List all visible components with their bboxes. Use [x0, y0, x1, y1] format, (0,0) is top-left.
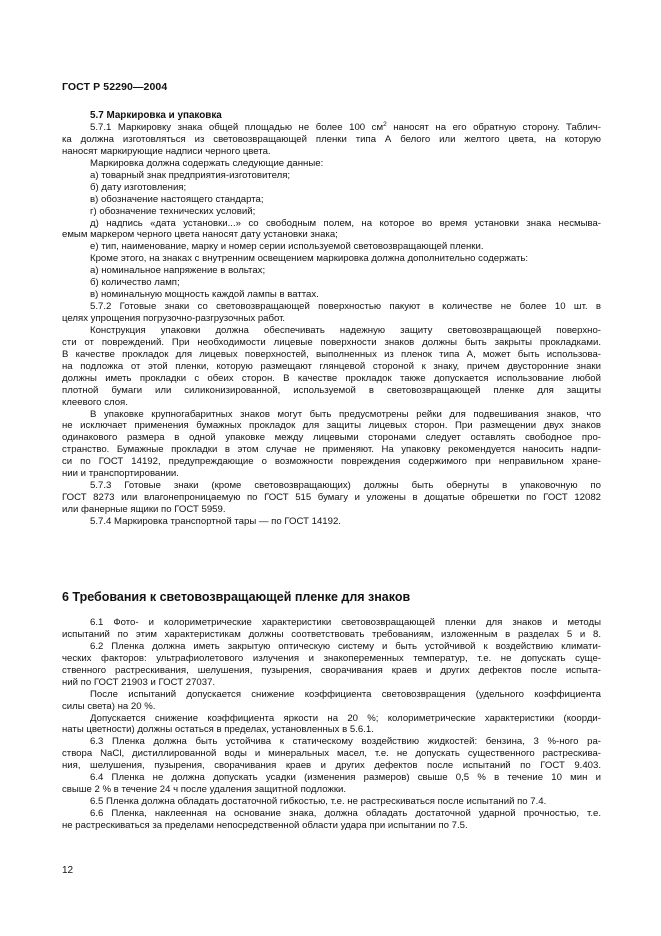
- text-line: [62, 701, 601, 713]
- text-line-content: 6.6 Пленка, наклеенная на основание знака, должна обладать достаточной ударной прочностью, т.е.: [90, 808, 601, 819]
- text-line: [62, 397, 601, 409]
- text-line-content: ческих факторов: ультрафиолетового излучения и знакопеременных температур, т.е. не допускать суще-: [62, 652, 601, 664]
- text-line: [62, 241, 601, 253]
- section-5-7-body: [62, 122, 601, 528]
- text-line-content: 5.7.1 Маркировку знака общей площадью не более 100 см: [90, 122, 384, 133]
- text-line: [62, 796, 601, 808]
- text-line: [62, 748, 601, 760]
- text-line: [62, 206, 601, 218]
- text-line: [62, 653, 601, 665]
- text-line-content: Конструкция упаковки должна обеспечивать надежную защиту световозвращающей поверхно-: [90, 324, 601, 336]
- text-line: [62, 432, 601, 444]
- text-line-content: одинакового размера в одной упаковке между лицевыми сторонами следует оставлять свободное про-: [62, 432, 601, 444]
- text-line: [62, 480, 601, 492]
- text-line-content: клеевого слоя.: [62, 396, 128, 408]
- text-line-content: створа NaCl, дистиллированной воды и минеральных масел, т.е. не допускать существенного растрескива-: [62, 748, 601, 760]
- section-6-body: [62, 617, 601, 832]
- text-line: [62, 385, 601, 397]
- text-line-content: или фанерные ящики по ГОСТ 5959.: [62, 504, 226, 515]
- text-line-content: После испытаний допускается снижение коэффициента световозвращения (удельного коэффициента: [90, 688, 601, 700]
- text-line: [62, 808, 601, 820]
- text-line-content: б) количество ламп;: [90, 277, 180, 289]
- text-line-content: В качестве прокладок для лицевых поверхностей, выполненных из пленок типа А, может быть использова-: [62, 348, 601, 360]
- text-line-content: в) обозначение настоящего стандарта;: [90, 193, 264, 205]
- text-line: [62, 689, 601, 701]
- text-line: [62, 760, 601, 772]
- text-line-content: силы света) на 20 %.: [62, 700, 156, 712]
- section-5-7: [62, 109, 601, 528]
- text-line-content: 5.7.3 Готовые знаки (кроме световозвращающих) должны быть обернуты в упаковочную по: [90, 480, 601, 492]
- text-line: [62, 158, 601, 170]
- text-line-content: Маркировка должна содержать следующие данные:: [90, 157, 324, 169]
- text-line: [62, 820, 601, 832]
- text-line-content: е) тип, наименование, марку и номер серии используемой световозвращающей пленки.: [90, 241, 484, 253]
- text-line-content: сти от повреждений. При необходимости лицевые поверхности знаков должны быть закрыты прокладками.: [62, 336, 601, 348]
- text-line-content: 6.4 Пленка не должна допускать усадки (изменения размеров) свыше 0,5 % в течение 10 мин и: [90, 772, 601, 784]
- text-line: [62, 265, 601, 277]
- text-line: [62, 665, 601, 677]
- text-line: [62, 122, 601, 134]
- text-line-content: наносят на его обратную сторону. Таблич-: [386, 122, 601, 133]
- text-line-content: свыше 2 % в течение 24 ч после удаления защитной подложки.: [62, 784, 347, 796]
- text-line: [62, 253, 601, 265]
- text-line: [62, 229, 601, 241]
- text-line: [62, 629, 601, 641]
- text-line-content: ния, шелушения, пузырения, сворачивания краев и других дефектов после испытаний по ГОСТ 9.403.: [62, 760, 601, 772]
- text-line-content: ний по ГОСТ 21903 и ГОСТ 27037.: [62, 676, 216, 688]
- text-line-content: Кроме этого, на знаках с внутренним освещением маркировка должна дополнительно содержать:: [90, 253, 529, 265]
- text-line-content: наносят маркирующие надписи черного цвета.: [62, 145, 271, 157]
- text-line: [62, 325, 601, 337]
- text-line: [62, 641, 601, 653]
- text-line: [62, 444, 601, 456]
- text-line: [62, 772, 601, 784]
- text-line-content: 6.5 Пленка должна обладать достаточной гибкостью, т.е. не растрескиваться после испытаний по 7.4.: [90, 796, 547, 808]
- text-line-content: плотной бумаги или силиконизированной, используемой в световозвращающей пленке для защиты: [62, 384, 601, 396]
- text-line: [62, 492, 601, 504]
- text-line: [62, 349, 601, 361]
- text-line-content: емым маркером черного цвета наносят дату установки знака;: [62, 229, 338, 241]
- text-line-content: нии и транспортировании.: [62, 468, 179, 480]
- text-line-content: ка должна изготовляться из световозвращающей пленки типа А белого или желтого цвета, на которую: [62, 133, 601, 145]
- text-line-content: 5.7.4 Маркировка транспортной тары — по ГОСТ 14192.: [90, 515, 341, 527]
- text-line: [62, 409, 601, 421]
- text-line: [62, 182, 601, 194]
- text-line: [62, 617, 601, 629]
- text-line-content: ГОСТ 8273 или влагонепроницаемую по ГОСТ 515 бумагу и уложены в дощатые обрешетки по ГОСТ 12082: [62, 492, 601, 504]
- text-line-content: на подложка от этой пленки, которую размещают глянцевой стороной к знаку, причем двусторонние знаки: [62, 360, 601, 372]
- page-number: 12: [62, 865, 74, 876]
- text-line: [62, 420, 601, 432]
- text-line-content: Допускается снижение коэффициента яркости на 20 %; колориметрические характеристики (коорди-: [90, 712, 601, 724]
- text-line-content: 6.1 Фото- и колориметрические характеристики световозвращающей пленки для знаков и методы: [90, 617, 601, 628]
- text-line-content: не растрескиваться за пределами непосредственной области удара при испытании по 7.5.: [62, 819, 468, 831]
- section-6-heading: 6 Требования к световозвращающей пленке для знаков: [62, 590, 411, 604]
- text-line: [62, 301, 601, 313]
- text-line-content: а) товарный знак предприятия-изготовителя;: [90, 169, 291, 181]
- text-line: [62, 194, 601, 206]
- text-line-content: странство. Бумажные прокладки в этом случае не применяют. На упаковку рекомендуется наносить надпи-: [62, 444, 601, 456]
- text-line-content: 5.7.2 Готовые знаки со световозвращающей поверхностью пакуют в количестве не более 10 шт. в: [90, 301, 601, 313]
- text-line-content: 6.3 Пленка должна быть устойчива к статическому воздействию жидкостей: бензина, 3 %-ного ра-: [90, 736, 601, 748]
- superscript: 2: [383, 121, 387, 128]
- text-line: [62, 289, 601, 301]
- text-line-content: ственного растрескивания, шелушения, пузырения, сворачивания краев и других дефектов после испыта-: [62, 664, 601, 676]
- text-line: [62, 468, 601, 480]
- text-line-content: наты цветности) должны остаться в пределах, установленных в 5.6.1.: [62, 724, 374, 736]
- text-line: [62, 218, 601, 230]
- text-line-content: не исключает применения бумажных прокладок для защиты лицевых сторон. При размещении двух знаков: [62, 420, 601, 432]
- text-line-content: целях упрощения погрузочно-разгрузочных работ.: [62, 313, 286, 324]
- text-line: [62, 146, 601, 158]
- text-line: [62, 361, 601, 373]
- text-line: [62, 516, 601, 528]
- text-line-content: в) номинальную мощность каждой лампы в ваттах.: [90, 289, 319, 301]
- text-line: [62, 337, 601, 349]
- text-line: [62, 724, 601, 736]
- text-line-content: В упаковке крупногабаритных знаков могут быть предусмотрены рейки для подвешивания знаков, что: [90, 408, 601, 420]
- text-line-content: а) номинальное напряжение в вольтах;: [90, 265, 266, 277]
- text-line: [62, 456, 601, 468]
- text-line: [62, 677, 601, 689]
- text-line-content: д) надпись «дата установки...» со свободным полем, на которое во время установки знака несмыва-: [90, 217, 601, 229]
- text-line: [62, 736, 601, 748]
- text-line-content: си по ГОСТ 14192, предупреждающие о возможности повреждения содержимого при неправильном хране-: [62, 456, 601, 468]
- text-line: [62, 784, 601, 796]
- text-line-content: 6.2 Пленка должна иметь закрытую оптическую систему и быть устойчивой к воздействию климати-: [90, 640, 601, 652]
- section-heading: 5.7 Маркировка и упаковка: [90, 110, 222, 121]
- text-line: [62, 134, 601, 146]
- text-line: [62, 313, 601, 325]
- text-line-content: б) дату изготовления;: [90, 181, 187, 193]
- text-line: [62, 713, 601, 725]
- text-line-content: г) обозначение технических условий;: [90, 205, 256, 217]
- text-line: [62, 504, 601, 516]
- text-line: [62, 170, 601, 182]
- text-line: [62, 277, 601, 289]
- document-header: ГОСТ Р 52290—2004: [62, 81, 168, 93]
- text-line-content: испытаний по этим характеристикам должны соответствовать требованиям, изложенным в разделах 5 и 8.: [62, 628, 601, 640]
- text-line: [62, 373, 601, 385]
- text-line-content: должны иметь прокладки с обеих сторон. В качестве прокладок также допускается использование любой: [62, 372, 601, 384]
